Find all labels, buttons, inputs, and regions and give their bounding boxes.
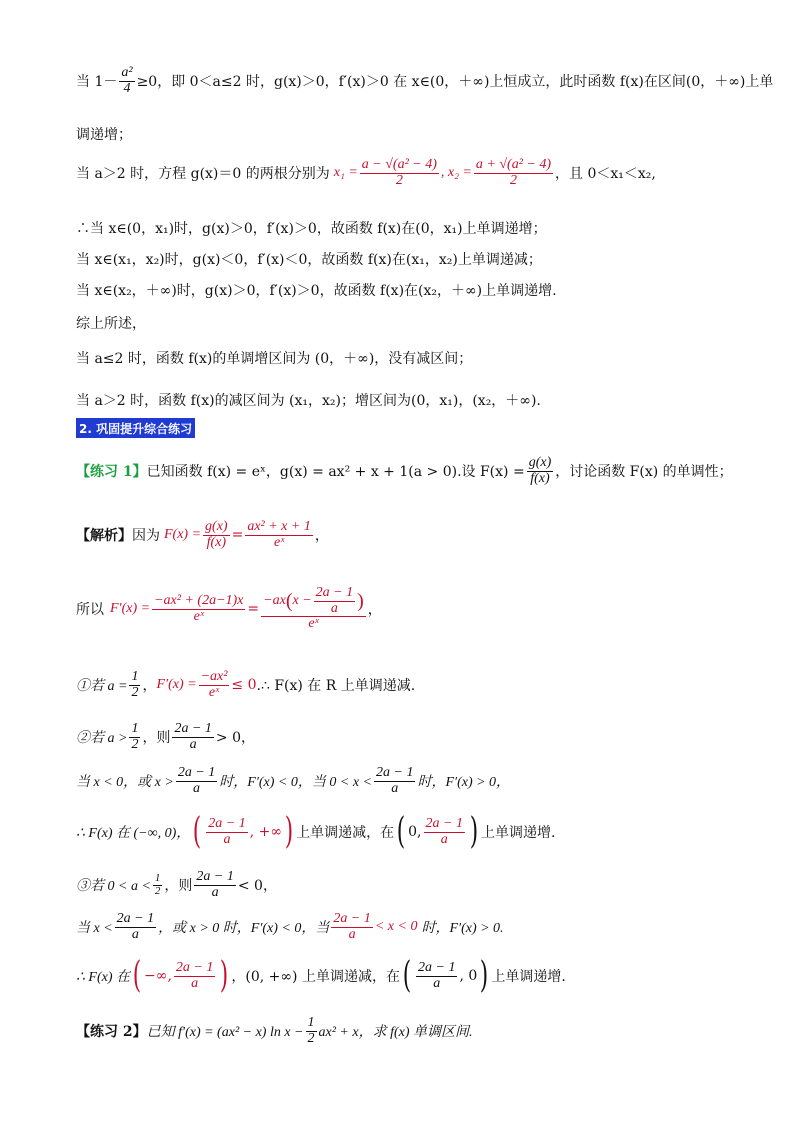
summary-line: 综上所述， [76, 316, 146, 332]
fraction: $\frac{2a - 1}{a}$ [175, 959, 214, 991]
exercise-tag: 【练习 1】 [76, 464, 147, 481]
exercise-2: 【练习 2】 已知 f′(x) = (ax² − x) ln x − $\frac{1}{2}$ ax² + x，求 f(x) 单调区间. [76, 1015, 473, 1046]
fraction: $\frac{2a - 1}{a}$ [425, 815, 463, 847]
case-3-intervals: 当 x < $\frac{2a - 1}{a}$ ，或 x > 0 时，F′(x) < 0，当 $\frac{2a - 1}{a}$ < x < 0 时，F′(x) > 0. [76, 911, 504, 942]
fraction: $\frac{1}{2}$ [154, 872, 161, 897]
paragraph-a-le-2 [76, 66, 773, 96]
fraction: $\frac{1}{2}$ [131, 669, 139, 700]
fraction: $\frac{1}{2}$ [307, 1015, 315, 1046]
fraction: $\frac{2a - 1}{a}$ [177, 765, 216, 796]
text: 当 1－ [76, 74, 118, 91]
case-2-intervals: 当 x < 0，或 x > $\frac{2a - 1}{a}$ 时，F′(x) < 0，当 0 < x < $\frac{2a - 1}{a}$ 时，F′(x) > 0， [76, 765, 511, 796]
case-line-2: 当 x∈(x₁，x₂)时，g(x)＜0，f′(x)＜0，故函数 f(x)在(x₁，x₂)上单调递减； [76, 252, 542, 268]
paragraph-continuation: 调递增； [76, 127, 132, 143]
fraction: $\frac{\text{ax² + x + 1}}{\text{eˣ}}$ [247, 519, 311, 550]
fraction: −ax ( x − $\frac{2a - 1}{a}$ ) eˣ [263, 585, 364, 632]
x1-fraction: $\frac{\text{a − √(a² − 4)}}{2}$ [361, 157, 437, 188]
case-line-1: ∴当 x∈(0，x₁)时，g(x)＞0，f′(x)＞0，故函数 f(x)在(0，x₁)上单调递增； [76, 221, 547, 237]
x1-label: x₁ = [333, 165, 358, 181]
fraction: $\frac{2a - 1}{a}$ [196, 869, 234, 900]
paren: ( [193, 811, 202, 852]
solution-tag: 【解析】 [76, 528, 132, 545]
F-fraction: $\frac{g(x)}{f(x)}$ [528, 455, 552, 486]
conclusion-line-2: 当 a＞2 时，函数 f(x)的减区间为 (x₁，x₂)；增区间为(0，x₁)，(x₂，＋∞). [76, 393, 541, 409]
fraction: $\frac{1}{2}$ [131, 721, 139, 752]
fraction: $\frac{2a - 1}{a}$ [116, 911, 155, 942]
paren: ) [220, 955, 229, 996]
x2-label: , x₂ = [440, 165, 472, 181]
fraction: $\frac{2a - 1}{a}$ [376, 765, 414, 796]
fraction: $\frac{2a - 1}{a}$ [418, 959, 456, 991]
paren: ( [402, 955, 412, 996]
paragraph-a-gt-2: 当 a＞2 时，方程 g(x)＝0 的两根分别为 x₁ = $\frac{\text{a − √(a² − 4)}}{2}$ , x₂ = $\frac{\text{a + √(a² − 4)}}{2}$ ，且 0＜x₁＜x₂, [76, 157, 656, 188]
exercise-1: 【练习 1】 已知函数 f(x) = eˣ，g(x) = ax² + x + 1(a > 0).设 F(x) = $\frac{g(x)}{f(x)}$ ，讨论函数 F(x) 的单调性； [76, 455, 733, 486]
fraction: $\frac{\text{−ax²}}{\text{eˣ}}$ [200, 669, 228, 700]
case-3-condition: ③若 0 < a < $\frac{1}{2}$ ，则 $\frac{2a - 1}{a}$ < 0， [76, 869, 277, 900]
fraction: $\frac{g(x)}{f(x)}$ [205, 519, 228, 550]
section-heading: 2. 巩固提升综合练习 [76, 418, 195, 438]
fraction: $\frac{2a - 1}{a}$ [333, 911, 371, 942]
paren: ( [132, 955, 142, 996]
fraction: $\frac{\text{−ax² + (2a−1)x}}{\text{eˣ}}$ [154, 592, 244, 624]
fraction: $\frac{2a - 1}{a}$ [174, 721, 212, 752]
x2-fraction: $\frac{\text{a + √(a² − 4)}}{2}$ [475, 157, 552, 188]
paren: ) [284, 811, 294, 852]
conclusion-line-1: 当 a≤2 时，函数 f(x)的单调增区间为 (0，＋∞)，没有减区间； [76, 351, 473, 367]
paren: ) [480, 955, 489, 996]
derivative-line: 所以 F′(x) = $\frac{\text{−ax² + (2a−1)x}}{\text{eˣ}}$ = −ax ( x − $\frac{2a - 1}{a}$ ) eˣ ， [76, 585, 382, 632]
fraction-a2-over-4: $\frac{\text{a²}}{4}$ [121, 65, 133, 96]
paren: ) [469, 811, 479, 852]
fraction: $\frac{2a - 1}{a}$ [208, 815, 246, 847]
numerator: −ax ( x − $\frac{2a - 1}{a}$ ) [263, 585, 364, 616]
case-2-conclusion: ∴ F(x) 在 (−∞, 0)， ( $\frac{2a - 1}{a}$ , +∞ ) 上单调递减，在 ( 0, $\frac{2a - 1}{a}$ ) 上单调递增. [76, 811, 556, 852]
case-3-conclusion: ∴ F(x) 在 ( −∞, $\frac{2a - 1}{a}$ ) ，(0, +∞) 上单调递减，在 ( $\frac{2a - 1}{a}$ , 0 ) 上单调递增. [76, 955, 566, 996]
case-1: ①若 a = $\frac{1}{2}$ ， F′(x) = $\frac{\text{−ax²}}{\text{eˣ}}$ ≤ 0 .∴ F(x) 在 R 上单调递减. [76, 669, 416, 700]
exercise-tag: 【练习 2】 [76, 1024, 147, 1041]
case-2-condition: ②若 a > $\frac{1}{2}$ ，则 $\frac{2a - 1}{a}$ > 0， [76, 721, 255, 752]
fraction: $\frac{2a - 1}{a}$ [315, 585, 354, 616]
case-line-3: 当 x∈(x₂，＋∞)时，g(x)＞0，f′(x)＞0，故函数 f(x)在(x₂，＋∞)上单调递增. [76, 283, 557, 299]
paren: ( [396, 811, 406, 852]
solution-line: 【解析】 因为 F(x) = $\frac{g(x)}{f(x)}$ = $\frac{\text{ax² + x + 1}}{\text{eˣ}}$ ， [76, 519, 329, 550]
text: ≥0，即 0＜a≤2 时，g(x)＞0，f′(x)＞0 在 x∈(0，＋∞)上恒成立，此时函数 f(x)在区间(0，＋∞)上单 [136, 74, 774, 91]
